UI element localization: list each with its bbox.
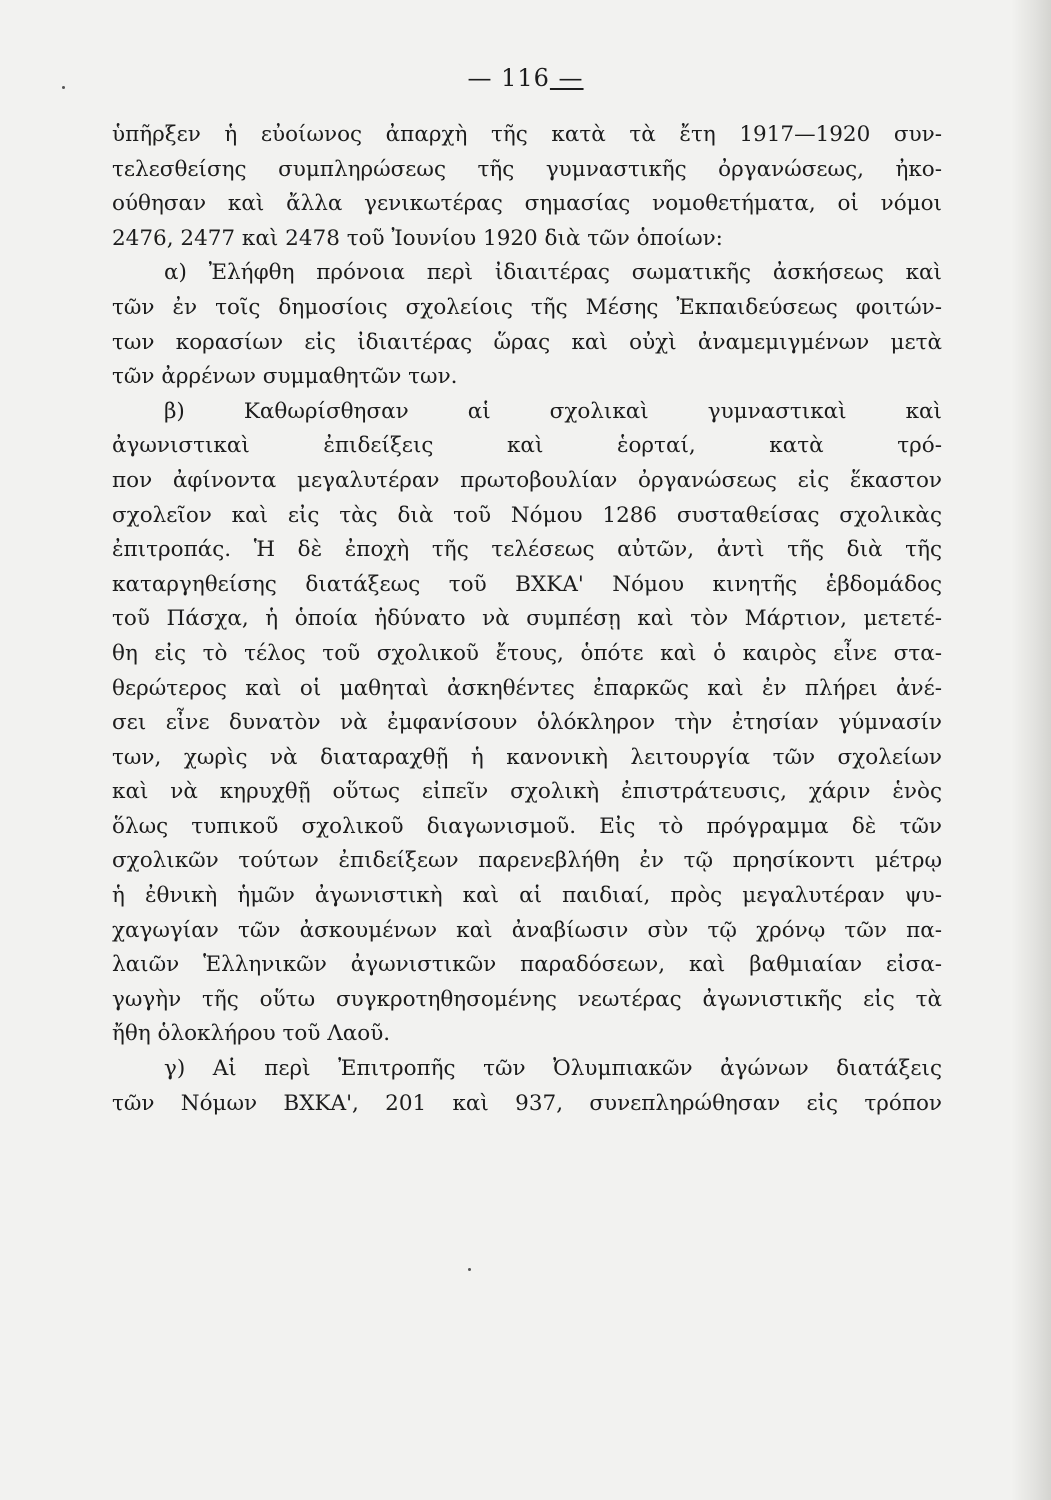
text-line: σχολικῶν τούτων ἐπιδείξεων παρενεβλήθη ἐν τῷ πρησίκοντι μέτρῳ bbox=[112, 848, 942, 874]
text-line: χαγωγίαν τῶν ἀσκουμένων καὶ ἀναβίωσιν σὺν τῷ χρόνῳ τῶν πα- bbox=[112, 917, 942, 943]
text-line: α) Ἐλήφθη πρόνοια περὶ ἰδιαιτέρας σωματικῆς ἀσκήσεως καὶ bbox=[164, 260, 942, 286]
text-line: ἡ ἐθνικὴ ἡμῶν ἀγωνιστικὴ καὶ αἱ παιδιαί, πρὸς μεγαλυτέραν ψυ- bbox=[112, 883, 942, 909]
page-number-dash-left: — bbox=[467, 64, 502, 92]
text-line: τῶν ἀρρένων συμμαθητῶν των. bbox=[112, 364, 458, 390]
text-line: σει εἶνε δυνατὸν νὰ ἐμφανίσουν ὁλόκληρον τὴν ἐτησίαν γύμνασίν bbox=[112, 710, 942, 736]
text-line: των κορασίων εἰς ἰδιαιτέρας ὥρας καὶ οὐχὶ ἀναμεμιγμένων μετὰ bbox=[112, 329, 942, 355]
paper-speck bbox=[468, 1268, 471, 1271]
paragraph-intro bbox=[112, 118, 942, 256]
text-line: ὑπῆρξεν ἡ εὐοίωνος ἀπαρχὴ τῆς κατὰ τὰ ἔτη 1917—1920 συν- bbox=[112, 122, 942, 147]
text-line: γ) Αἱ περὶ Ἐπιτροπῆς τῶν Ὀλυμπιακῶν ἀγώνων διατάξεις bbox=[164, 1056, 942, 1082]
page-number bbox=[0, 64, 1051, 92]
text-line: θερώτερος καὶ οἱ μαθηταὶ ἀσκηθέντες ἐπαρκῶς καὶ ἐν πλήρει ἀνέ- bbox=[112, 675, 942, 701]
page-edge bbox=[1011, 0, 1051, 1500]
paragraph-beta bbox=[112, 395, 942, 1052]
text-line: β) Καθωρίσθησαν αἱ σχολικαὶ γυμναστικαὶ καὶ bbox=[164, 398, 942, 424]
text-line: τῶν ἐν τοῖς δημοσίοις σχολείοις τῆς Μέσης Ἐκπαιδεύσεως φοιτών- bbox=[112, 294, 942, 320]
text-line: τελεσθείσης συμπληρώσεως τῆς γυμναστικῆς ὀργανώσεως, ἠκο- bbox=[112, 156, 942, 182]
text-line: πον ἀφίνοντα μεγαλυτέραν πρωτοβουλίαν ὀργανώσεως εἰς ἕκαστον bbox=[112, 467, 942, 493]
paragraph-alpha bbox=[112, 256, 942, 394]
paper-speck bbox=[62, 86, 65, 89]
text-line: τῶν Νόμων ΒΧΚΑ', 201 καὶ 937, συνεπληρώθησαν εἰς τρόπον bbox=[112, 1090, 942, 1116]
text-line: γωγὴν τῆς οὕτω συγκροτηθησομένης νεωτέρας ἀγωνιστικῆς εἰς τὰ bbox=[112, 986, 942, 1012]
text-line: καὶ νὰ κηρυχθῇ οὕτως εἰπεῖν σχολικὴ ἐπιστράτευσις, χάριν ἑνὸς bbox=[112, 779, 942, 805]
text-line: ὅλως τυπικοῦ σχολικοῦ διαγωνισμοῦ. Εἰς τὸ πρόγραμμα δὲ τῶν bbox=[112, 813, 942, 839]
page-number-dash-right: — bbox=[549, 64, 584, 92]
text-line: των, χωρὶς νὰ διαταραχθῇ ἡ κανονικὴ λειτουργία τῶν σχολείων bbox=[112, 744, 942, 770]
text-line: σχολεῖον καὶ εἰς τὰς διὰ τοῦ Νόμου 1286 συσταθείσας σχολικὰς bbox=[112, 502, 942, 528]
page-number-value: 116 bbox=[501, 64, 550, 92]
text-line: ούθησαν καὶ ἄλλα γενικωτέρας σημασίας νομοθετήματα, οἱ νόμοι bbox=[112, 191, 942, 217]
text-line: τοῦ Πάσχα, ἡ ὁποία ἠδύνατο νὰ συμπέσῃ καὶ τὸν Μάρτιον, μετετέ- bbox=[112, 606, 942, 632]
text-line: καταργηθείσης διατάξεως τοῦ ΒΧΚΑ' Νόμου κινητῆς ἑβδομάδος bbox=[112, 571, 942, 597]
text-line: λαιῶν Ἑλληνικῶν ἀγωνιστικῶν παραδόσεων, καὶ βαθμιαίαν εἰσα- bbox=[112, 952, 942, 978]
paragraph-gamma bbox=[112, 1052, 942, 1121]
text-line: ἤθη ὁλοκλήρου τοῦ Λαοῦ. bbox=[112, 1021, 391, 1047]
text-line: θη εἰς τὸ τέλος τοῦ σχολικοῦ ἔτους, ὁπότε καὶ ὁ καιρὸς εἶνε στα- bbox=[112, 640, 942, 666]
body-text bbox=[112, 118, 942, 1121]
text-line: ἐπιτροπάς. Ἡ δὲ ἐποχὴ τῆς τελέσεως αὐτῶν, ἀντὶ τῆς διὰ τῆς bbox=[112, 537, 942, 563]
text-line: ἀγωνιστικαὶ ἐπιδείξεις καὶ ἑορταί, κατὰ τρό- bbox=[112, 433, 942, 459]
text-line: 2476, 2477 καὶ 2478 τοῦ Ἰουνίου 1920 διὰ τῶν ὁποίων: bbox=[112, 225, 723, 251]
